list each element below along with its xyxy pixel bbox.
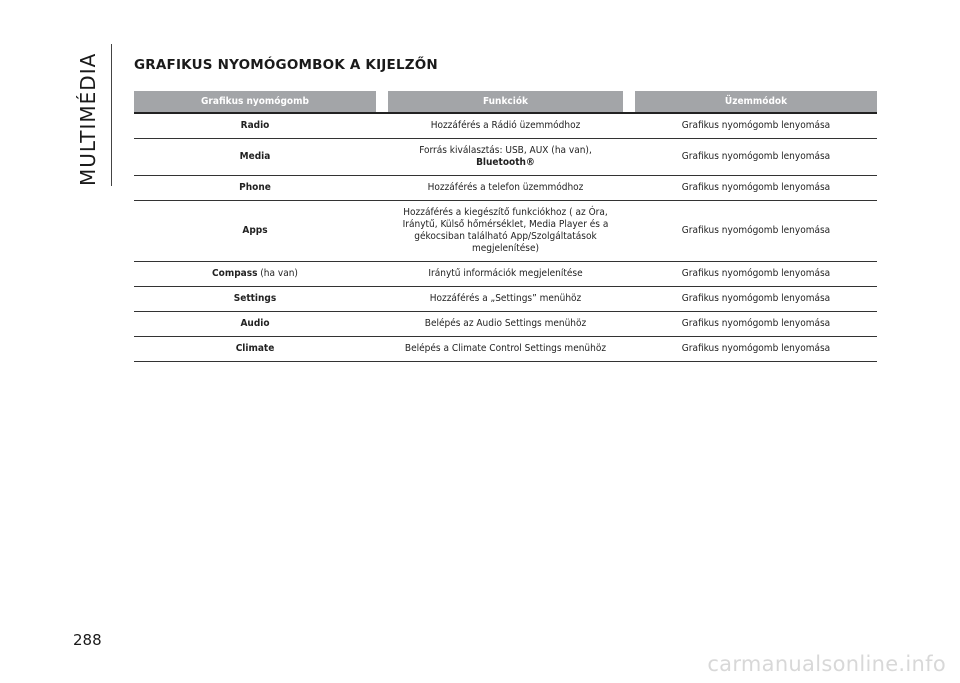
column-gap <box>376 201 388 262</box>
row-function-cell <box>388 176 623 201</box>
button-name: Climate <box>235 343 275 354</box>
row-function-cell <box>388 201 623 262</box>
row-function-cell <box>388 139 623 176</box>
column-gap <box>376 139 388 176</box>
column-gap <box>376 113 388 139</box>
button-name: Audio <box>240 318 270 329</box>
page-number: 288 <box>73 631 102 649</box>
function-line: Hozzáférés a Rádió üzemmódhoz <box>430 120 581 131</box>
button-name: Media <box>239 151 271 162</box>
table-header-row <box>134 91 877 113</box>
function-line: Hozzáférés a kiegészítő funkciókhoz ( az Óra, <box>403 207 608 218</box>
buttons-table <box>134 91 877 362</box>
row-function-cell <box>388 287 623 312</box>
column-gap <box>376 262 388 287</box>
table-row <box>134 176 877 201</box>
table-row <box>134 312 877 337</box>
watermark: carmanualsonline.info <box>707 652 946 676</box>
function-line: Hozzáférés a „Settings” menühöz <box>429 293 582 304</box>
column-gap <box>623 176 635 201</box>
row-button-cell <box>134 287 376 312</box>
row-mode-cell: Grafikus nyomógomb lenyomása <box>635 176 877 201</box>
function-line: megjelenítése) <box>471 243 540 254</box>
button-name: Compass <box>212 268 258 279</box>
column-gap <box>623 312 635 337</box>
row-function-cell <box>388 312 623 337</box>
table-row <box>134 113 877 139</box>
column-gap <box>623 287 635 312</box>
row-mode-cell: Grafikus nyomógomb lenyomása <box>635 312 877 337</box>
function-line: Iránytű információk megjelenítése <box>428 268 583 279</box>
row-button-cell <box>134 337 376 362</box>
column-gap <box>623 113 635 139</box>
row-button-cell <box>134 176 376 201</box>
row-function-cell <box>388 262 623 287</box>
column-gap <box>376 176 388 201</box>
function-line-bold: Bluetooth® <box>476 157 535 168</box>
row-mode-cell: Grafikus nyomógomb lenyomása <box>635 201 877 262</box>
button-note: (ha van) <box>260 268 298 279</box>
row-button-cell <box>134 312 376 337</box>
column-gap <box>623 139 635 176</box>
row-button-cell <box>134 201 376 262</box>
button-name: Radio <box>240 120 270 131</box>
table-row <box>134 337 877 362</box>
function-line: Belépés az Audio Settings menühöz <box>424 318 587 329</box>
header-function: Funkciók <box>388 91 623 113</box>
header-mode: Üzemmódok <box>635 91 877 113</box>
row-button-cell <box>134 139 376 176</box>
section-side-title: MULTIMÉDIA <box>76 52 100 186</box>
button-name: Settings <box>233 293 277 304</box>
table-row <box>134 139 877 176</box>
row-function-cell <box>388 113 623 139</box>
button-name: Apps <box>242 225 268 236</box>
table-row <box>134 201 877 262</box>
row-mode-cell: Grafikus nyomógomb lenyomása <box>635 139 877 176</box>
function-line: Belépés a Climate Control Settings menühöz <box>404 343 607 354</box>
table-row <box>134 287 877 312</box>
page-heading: GRAFIKUS NYOMÓGOMBOK A KIJELZŐN <box>134 57 438 73</box>
function-line: gékocsiban található App/Szolgáltatások <box>414 231 597 242</box>
row-mode-cell: Grafikus nyomógomb lenyomása <box>635 262 877 287</box>
header-button: Grafikus nyomógomb <box>134 91 376 113</box>
column-gap <box>623 201 635 262</box>
header-gap <box>623 91 635 113</box>
row-button-cell <box>134 113 376 139</box>
row-mode-cell: Grafikus nyomógomb lenyomása <box>635 287 877 312</box>
column-gap <box>376 287 388 312</box>
column-gap <box>623 262 635 287</box>
column-gap <box>376 337 388 362</box>
column-gap <box>376 312 388 337</box>
button-name: Phone <box>239 182 271 193</box>
row-function-cell <box>388 337 623 362</box>
column-gap <box>623 337 635 362</box>
row-mode-cell: Grafikus nyomógomb lenyomása <box>635 337 877 362</box>
function-line: Forrás kiválasztás: USB, AUX (ha van), <box>419 145 592 156</box>
table-row <box>134 262 877 287</box>
side-divider <box>111 44 112 186</box>
row-mode-cell: Grafikus nyomógomb lenyomása <box>635 113 877 139</box>
header-gap <box>376 91 388 113</box>
table-body <box>134 113 877 362</box>
function-line: Hozzáférés a telefon üzemmódhoz <box>427 182 584 193</box>
function-line: Iránytű, Külső hőmérséklet, Media Player és a <box>402 219 609 230</box>
row-button-cell <box>134 262 376 287</box>
